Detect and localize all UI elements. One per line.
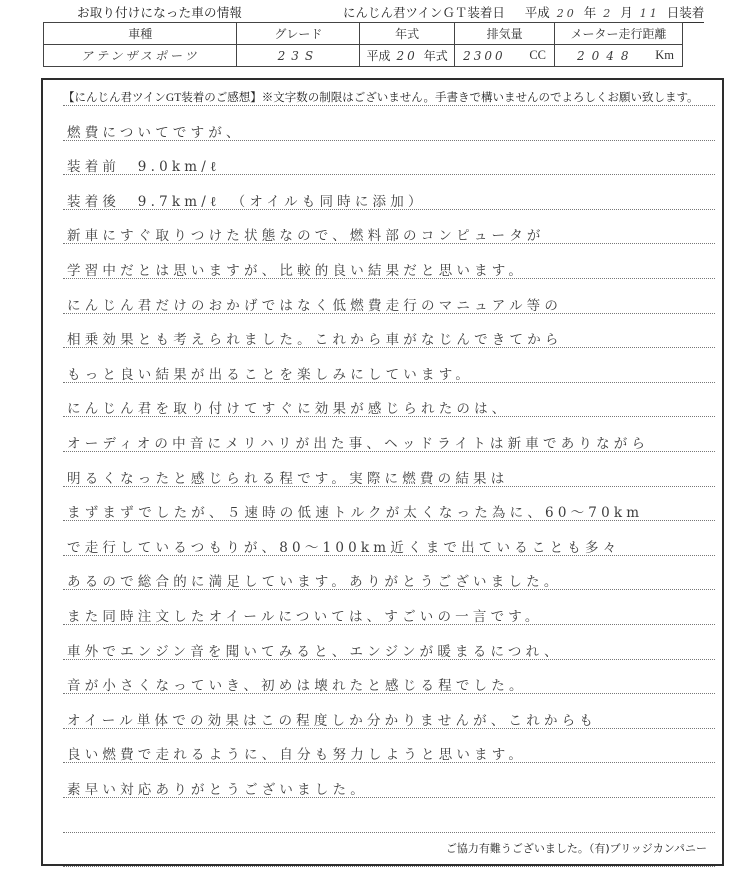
mileage-unit: Km	[655, 48, 674, 62]
handwritten-comment-line: まずまずでしたが、５速時の低速トルクが太くなった為に、60～70km	[67, 505, 644, 522]
handwritten-comment-line: で走行しているつもりが、80～100km近くまで出ていることも多々	[67, 539, 621, 556]
cell-grade	[237, 45, 360, 67]
handwritten-comment-line: 学習中だとは思いますが、比較的良い結果だと思います。	[67, 263, 527, 279]
install-year: 20	[556, 7, 577, 20]
cell-model	[44, 45, 237, 67]
handwritten-comment-line: 新車にすぐ取りつけた状態なので、燃料部のコンピュータが	[67, 228, 545, 245]
ruled-line	[63, 105, 715, 106]
column-header-model: 車種	[44, 23, 237, 45]
column-header-grade: グレード	[237, 23, 360, 45]
table-row	[44, 45, 683, 67]
footer-thanks: ご協力有難うございました。（有)ブリッジカンパニー	[445, 842, 707, 855]
displacement-unit: CC	[529, 48, 547, 62]
install-date-label: にんじん君ツインＧＴ装着日	[343, 5, 505, 20]
year-value: 20	[396, 48, 418, 63]
year-suffix: 年式	[423, 49, 448, 63]
handwritten-comment-line: また同時注文したオイールについては、すごいの一言です。	[67, 609, 543, 625]
handwritten-comment-line: 装着前 9.0km/ℓ	[67, 159, 221, 176]
column-header-mileage: メーター走行距離	[555, 23, 683, 45]
ruled-line	[63, 866, 715, 867]
install-day-suffix: 日装着	[666, 5, 705, 20]
cell-year	[360, 45, 455, 67]
mileage-value: 2048	[577, 48, 636, 63]
table-header-row	[44, 23, 683, 45]
install-month-suffix: 月	[620, 5, 633, 20]
year-prefix: 平成	[366, 49, 391, 63]
impression-comment-box	[41, 78, 724, 866]
handwritten-comment-line: オイール単体での効果はこの程度しか分かりませんが、これからも	[67, 712, 598, 729]
handwritten-comment-line: 相乗効果とも考えられました。これから車がなじんできてから	[67, 332, 563, 349]
handwritten-comment-line: 良い燃費で走れるように、自分も努力しようと思います。	[67, 747, 527, 764]
cell-mileage	[555, 45, 683, 67]
handwritten-comment-line: もっと良い結果が出ることを楽しみにしています。	[67, 366, 474, 383]
handwritten-comment-line: オーディオの中音にメリハリが出た事、ヘッドライトは新車でありながら	[67, 436, 650, 452]
vehicle-info-table	[43, 22, 683, 67]
install-day: 11	[639, 7, 660, 20]
install-date	[343, 3, 704, 23]
comment-header: 【にんじん君ツインGT装着のご感想】※文字数の制限はございません。手書きで構いませんのでよろしくお願い致します。	[63, 92, 699, 104]
install-month: 2	[603, 7, 614, 20]
handwritten-comment-line: 音が小さくなっていき、初めは壊れたと感じる程でした。	[67, 678, 527, 695]
handwritten-comment-line: 明るくなったと感じられる程です。実際に燃費の結果は	[67, 470, 509, 487]
handwritten-comment-line: にんじん君を取り付けてすぐに効果が感じられたのは、	[67, 401, 510, 418]
vehicle-info-title: お取り付けになった車の情報	[77, 5, 243, 20]
handwritten-comment-line: 素早い対応ありがとうございました。	[67, 782, 368, 798]
column-header-year: 年式	[360, 23, 455, 45]
cell-displacement	[455, 45, 555, 67]
handwritten-comment-line: 燃費についてですが、	[67, 124, 244, 141]
handwritten-comment-line: 装着後 9.7km/ℓ （オイルも同時に添加）	[67, 193, 426, 210]
model-value: アテンザスポーツ	[81, 49, 200, 63]
column-header-displacement: 排気量	[455, 23, 555, 45]
handwritten-comment-line: 車外でエンジン音を聞いてみると、エンジンが暖まるにつれ、	[67, 643, 562, 660]
install-date-era: 平成	[524, 5, 550, 20]
handwritten-comment-line: あるので総合的に満足しています。ありがとうございました。	[67, 574, 562, 591]
ruled-line	[63, 832, 715, 833]
displacement-value: 2300	[463, 48, 506, 63]
handwritten-comment-line: にんじん君だけのおかげではなく低燃費走行のマニュアル等の	[67, 297, 563, 314]
install-year-suffix: 年	[583, 5, 597, 20]
grade-value: 23S	[277, 48, 320, 63]
